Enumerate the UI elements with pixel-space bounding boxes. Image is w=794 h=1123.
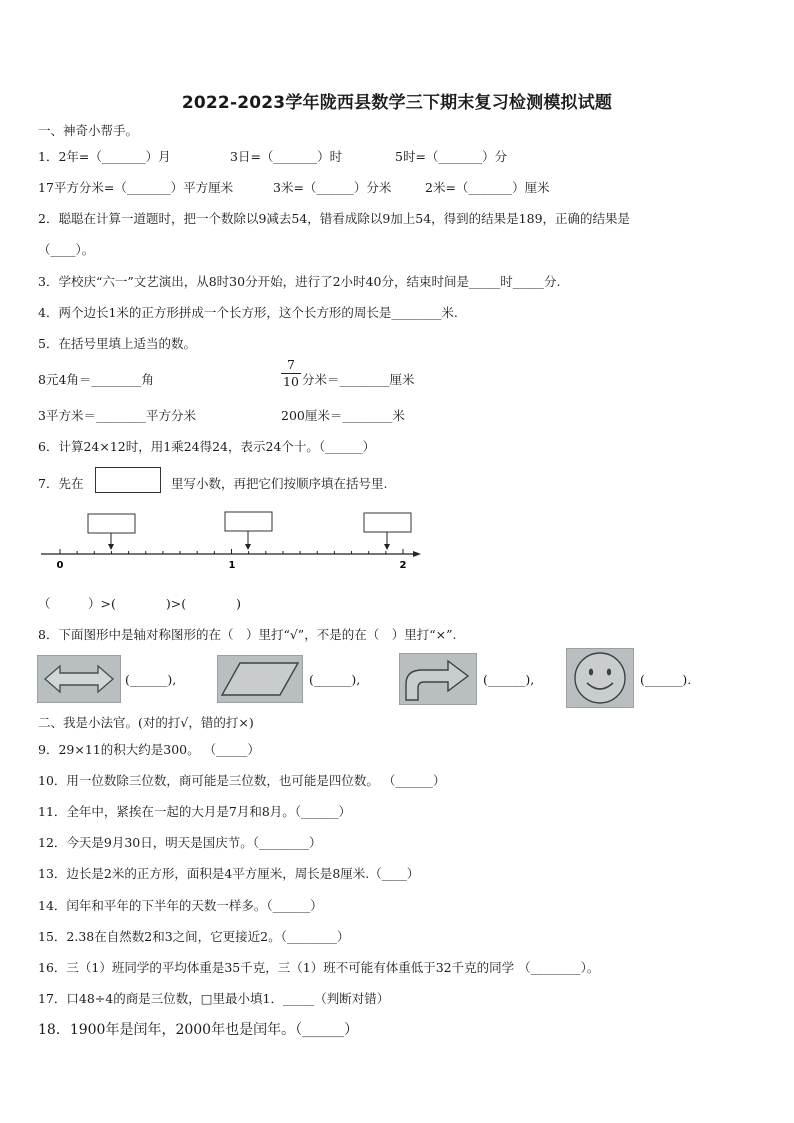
question-1c: 5时=（_______）分: [395, 149, 508, 164]
parallelogram-icon: [218, 656, 302, 702]
axis-label-0: 0: [56, 560, 64, 571]
question-3: 3．学校庆“六一”文艺演出，从8时30分开始，进行了2小时40分，结束时间是_____时_____分.: [38, 274, 561, 289]
question-8: 8．下面图形中是轴对称图形的在（ ）里打“√”，不是的在（ ）里打“×”.: [38, 627, 457, 642]
answer-box-1[interactable]: [88, 514, 135, 533]
question-11: 11．全年中，紧挨在一起的大月是7月和8月。（______）: [38, 804, 352, 819]
page-title: 2022-2023学年陇西县数学三下期末复习检测模拟试题: [181, 93, 613, 113]
smiley-face-icon: [567, 649, 633, 707]
question-10: 10．用一位数除三位数，商可能是三位数，也可能是四位数。 （______）: [38, 773, 446, 788]
question-5d: 200厘米＝________米: [281, 408, 405, 423]
number-line: [35, 506, 435, 574]
question-7b: 里写小数，再把它们按顺序填在括号里.: [171, 476, 388, 491]
question-6: 6．计算24×12时，用1乘24得24，表示24个十。（______）: [38, 439, 376, 454]
answer-box-3[interactable]: [364, 513, 411, 532]
question-5c: 3平方米＝________平方分米: [38, 408, 196, 423]
axis-label-2: 2: [399, 560, 407, 571]
question-7a: 7．先在: [38, 476, 84, 491]
question-1f: 2米=（_______）厘米: [425, 180, 550, 195]
shape-parallelogram: [217, 655, 303, 703]
question-5b: 分米＝________厘米: [302, 372, 415, 387]
curved-arrow-icon: [400, 654, 476, 704]
question-17: 17．口48÷4的商是三位数，□里最小填1．_____（判断对错）: [38, 991, 390, 1006]
question-2: 2．聪聪在计算一道题时，把一个数除以9减去54，错看成除以9加上54，得到的结果是189，正确的结果是: [38, 211, 631, 226]
question-8-answer-2: (______),: [309, 672, 361, 687]
example-answer-box: [95, 467, 161, 493]
question-8-answer-1: (______),: [125, 672, 177, 687]
fraction-denominator: 10: [283, 374, 299, 389]
shape-curved-arrow: [399, 653, 477, 705]
question-1b: 3日=（_______）时: [230, 149, 343, 164]
question-1a: 1．2年=（_______）月: [38, 149, 171, 164]
question-7-order-answer: （ ）>( )>( ): [38, 596, 241, 611]
section-heading-2: 二、我是小法官。(对的打√，错的打×): [38, 715, 254, 730]
answer-box-2[interactable]: [225, 512, 272, 531]
question-2-answer: （____）。: [38, 242, 95, 257]
shape-smiley-face: [566, 648, 634, 708]
question-1e: 3米=（______）分米: [273, 180, 392, 195]
shape-double-arrow: [37, 655, 121, 703]
question-5a: 8元4角＝________角: [38, 372, 154, 387]
question-9: 9．29×11的积大约是300。 （_____）: [38, 742, 260, 757]
question-18: 18．1900年是闰年，2000年也是闰年。（______）: [38, 1022, 359, 1038]
question-12: 12．今天是9月30日，明天是国庆节。（________）: [38, 835, 322, 850]
question-8-answer-3: (______),: [483, 672, 535, 687]
question-13: 13．边长是2米的正方形，面积是4平方厘米，周长是8厘米.（____）: [38, 866, 420, 881]
question-4: 4．两个边长1米的正方形拼成一个长方形，这个长方形的周长是________米.: [38, 305, 458, 320]
section-heading-1: 一、神奇小帮手。: [38, 123, 139, 138]
question-15: 15．2.38在自然数2和3之间，它更接近2。（________）: [38, 929, 350, 944]
question-8-answer-4: (______).: [640, 672, 692, 687]
question-14: 14．闰年和平年的下半年的天数一样多。（______）: [38, 898, 323, 913]
fraction-7-10: [281, 357, 301, 390]
question-5: 5．在括号里填上适当的数。: [38, 336, 196, 351]
axis-label-1: 1: [228, 560, 236, 571]
question-1d: 17平方分米=（_______）平方厘米: [38, 180, 234, 195]
question-16: 16．三（1）班同学的平均体重是35千克，三（1）班不可能有体重低于32千克的同学 （________）。: [38, 960, 600, 975]
fraction-numerator: 7: [281, 357, 301, 374]
double-arrow-icon: [38, 656, 120, 702]
